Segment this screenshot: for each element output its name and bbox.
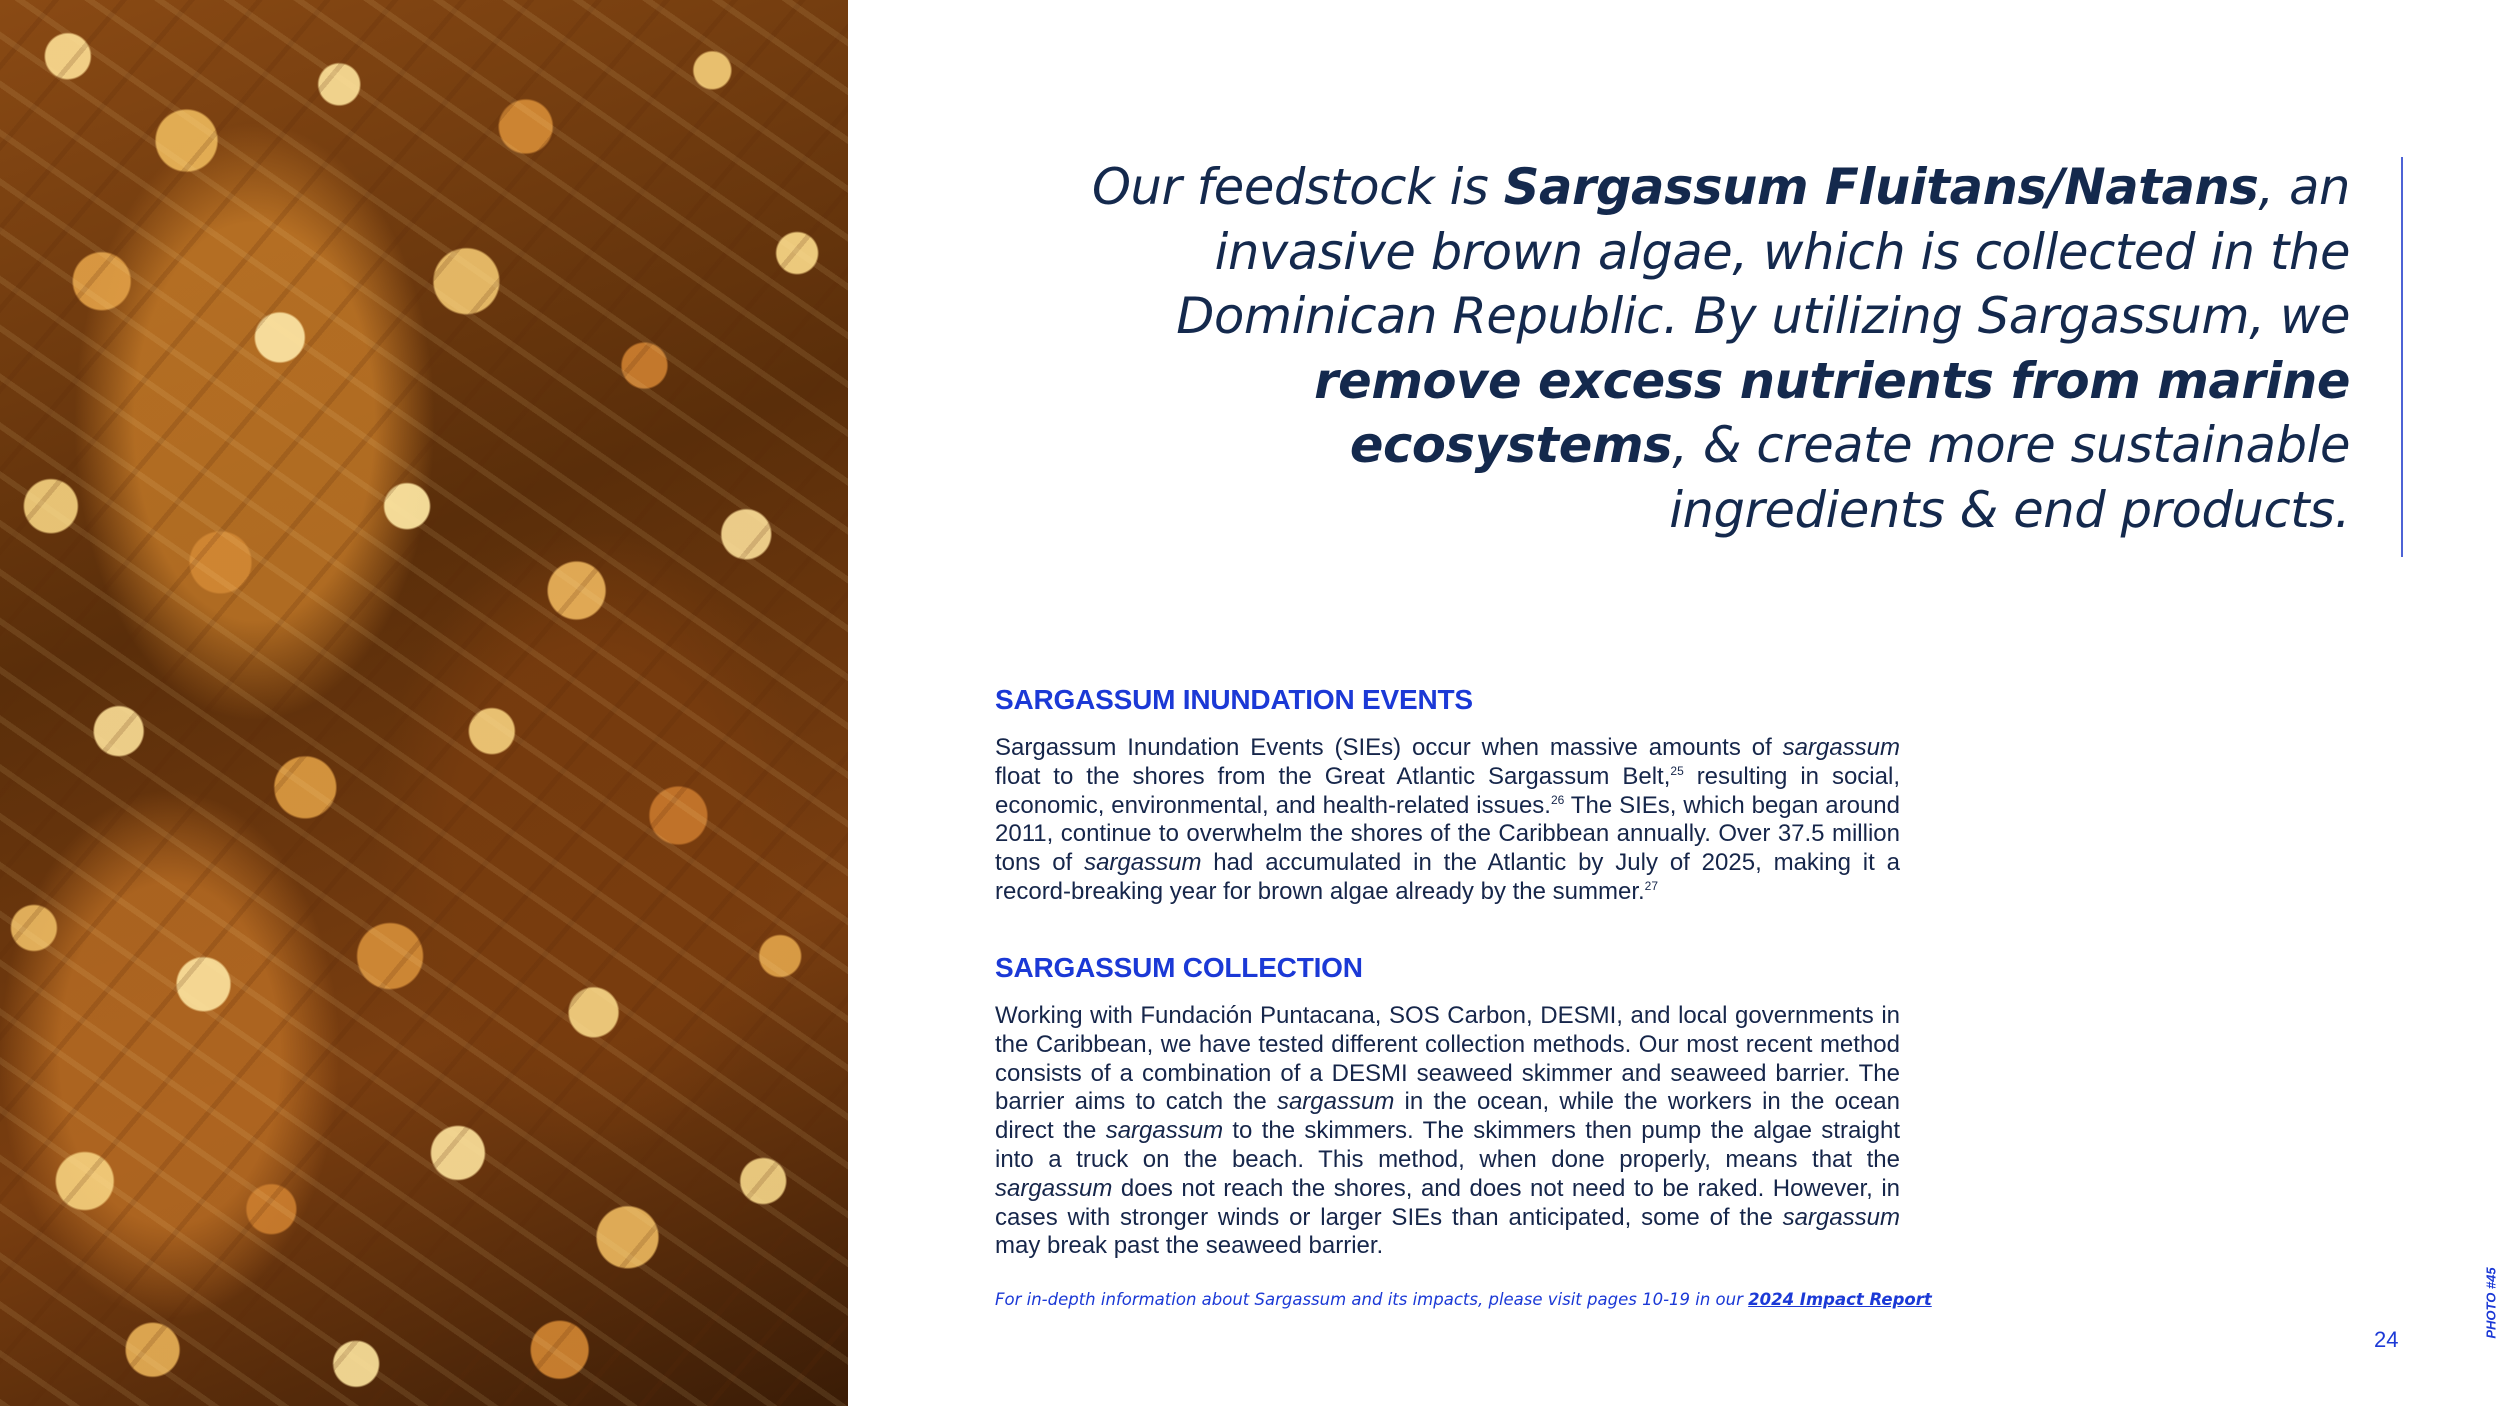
pull-quote	[1060, 155, 2350, 542]
collection-italic: sargassum	[995, 1174, 1113, 1202]
footnote-ref: 25	[1670, 763, 1684, 778]
sie-text: had accumulated in the Atlantic by July of 2025, making it a record-breaking year for brown algae already by the summer.	[995, 849, 1900, 905]
footnote-text: For in-depth information about Sargassum and its impacts, please visit pages 10-19 in our	[995, 1290, 1749, 1309]
impact-report-link[interactable]: 2024 Impact Report	[1748, 1290, 1932, 1309]
photo-credit: PHOTO #45	[2483, 1267, 2499, 1339]
impact-report-footnote	[995, 1290, 1932, 1310]
sie-italic: sargassum	[1782, 734, 1900, 761]
sie-text: resulting in social, economic, environmental, and health-related issues.	[995, 762, 1900, 819]
sie-text: Sargassum Inundation Events (SIEs) occur when massive amounts of	[995, 734, 1783, 761]
footnote-ref: 26	[1550, 792, 1565, 807]
collection-text: Working with Fundación Puntacana, SOS Carbon, DESMI, and local governments in the Caribbean, we have tested different collection methods. Our most recent method consists of a combination of a DESMI seaweed skimmer and seaweed barrier. The barrier aims to catch the	[995, 1002, 1900, 1116]
collection-text: in the ocean, while the workers in the ocean direct the	[995, 1088, 1900, 1145]
sie-paragraph	[995, 734, 1900, 907]
sie-italic: sargassum	[1084, 849, 1202, 877]
sie-text: float to the shores from the Great Atlantic Sargassum Belt,	[995, 762, 1671, 790]
sie-heading: SARGASSUM INUNDATION EVENTS	[995, 684, 1473, 715]
sie-section	[995, 683, 1900, 907]
seaweed-photo	[0, 0, 848, 1406]
collection-text: does not reach the shores, and does not need to be raked. However, in cases with stronger winds or larger SIEs than anticipated, some of the	[995, 1174, 1900, 1231]
collection-section	[995, 951, 1900, 1261]
footnote-ref: 27	[1644, 878, 1659, 893]
collection-text: may break past the seaweed barrier.	[995, 1232, 1384, 1260]
collection-italic: sargassum	[1276, 1088, 1395, 1116]
quote-text-3: , & create more sustainable ingredients & end products.	[1669, 416, 2350, 539]
collection-italic: sargassum	[1782, 1203, 1900, 1231]
page-number: 24	[2374, 1327, 2399, 1352]
quote-text-1: Our feedstock is	[1091, 158, 1504, 216]
collection-text: to the skimmers. The skimmers then pump the algae straight into a truck on the beach. This method, when done properly, means that the	[995, 1117, 1901, 1173]
quote-bold-2: remove excess nutrients from marine ecosystems	[1314, 351, 2350, 474]
collection-heading: SARGASSUM COLLECTION	[995, 952, 1363, 983]
collection-italic: sargassum	[1105, 1117, 1224, 1145]
quote-bold-1: Sargassum Fluitans/Natans	[1503, 158, 2259, 216]
sie-text: The SIEs, which began around 2011, continue to overwhelm the shores of the Caribbean annually. Over 37.5 million tons of	[995, 791, 1900, 877]
quote-divider	[2401, 157, 2403, 557]
collection-paragraph	[995, 1002, 1900, 1261]
quote-text-2: , an invasive brown algae, which is collected in the Dominican Republic. By utilizing Sargassum, we	[1176, 158, 2350, 345]
